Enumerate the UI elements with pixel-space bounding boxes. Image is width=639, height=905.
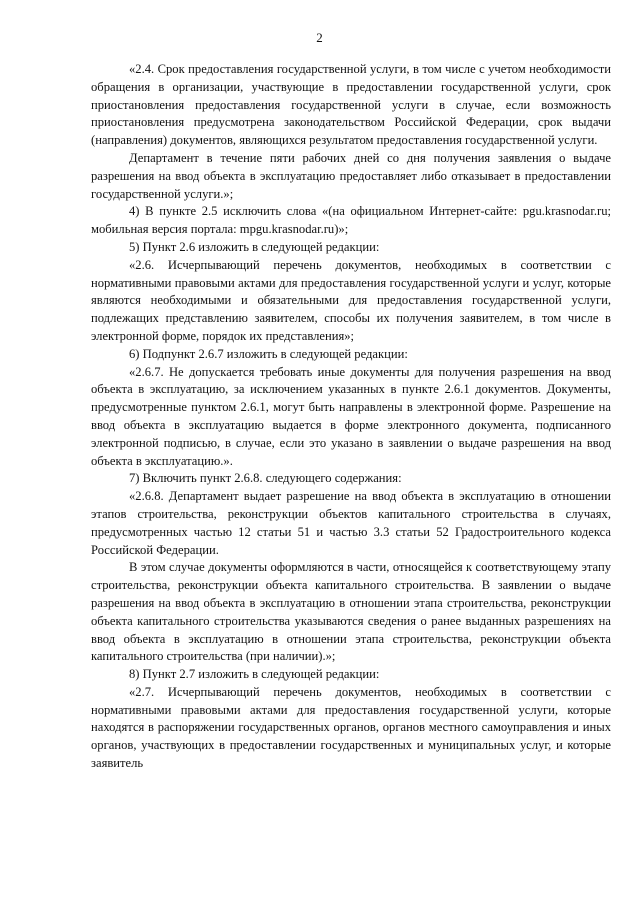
document-body [91,61,611,773]
paragraph-item-4: 4) В пункте 2.5 исключить слова «(на официальном Интернет-сайте: pgu.krasnodar.ru; мобильная версия портала: mpgu.krasnodar.ru)»; [91,204,611,237]
paragraph-2-6-7: «2.6.7. Не допускается требовать иные документы для получения разрешения на ввод объекта в эксплуатацию, за исключением указанных в пункте 2.6.1 документов. Документы, предусмотренные пунктом 2.6.1, могут быть направлены в электронной форме. Разрешение на ввод объекта в эксплуатацию выдается в форме электронного документа, подписанного электронной подписью, в случае, если это указано в заявлении о выдаче разрешения на ввод объекта в эксплуатацию.». [91,364,611,468]
paragraph-item-8: 8) Пункт 2.7 изложить в следующей редакции: [129,667,380,682]
paragraph-2-7: «2.7. Исчерпывающий перечень документов, необходимых в соответствии с нормативными правовыми актами для предоставления государственной услуги, которые находятся в распоряжении государственных органов, органов местного самоуправления и иных органов, участвующих в предоставлении государственных и муниципальных услуг, и которые заявитель [91,684,611,771]
paragraph-2-6: «2.6. Исчерпывающий перечень документов, необходимых в соответствии с нормативными правовыми актами для предоставления государственной услуги и услуг, которые являются необходимыми и обязательными для предоставления государственной услуги, подлежащих представлению заявителем, способы их получения заявителем, в том числе в электронной форме, порядок их представления»; [91,257,611,343]
paragraph-2-6-8: «2.6.8. Департамент выдает разрешение на ввод объекта в эксплуатацию в отношении этапов строительства, реконструкции объектов капитального строительства в случаях, предусмотренных частью 12 статьи 51 и частью 3.3 статьи 52 Градостроительного кодекса Российской Федерации. [91,489,611,557]
page-number: 2 [316,30,323,45]
paragraph-stage-documents: В этом случае документы оформляются в части, относящейся к соответствующему этапу строительства, реконструкции объекта капитального строительства. В заявлении о выдаче разрешения на ввод объекта в эксплуатацию в отношении этапа строительства, реконструкции объекта капитального строительства указываются сведения о ранее выданных разрешениях на ввод объекта в эксплуатацию в отношении этапа строительства, реконструкции объекта капитального строительства (при наличии).»; [91,560,611,664]
paragraph-item-7: 7) Включить пункт 2.6.8. следующего содержания: [129,471,402,486]
paragraph-2-4: «2.4. Срок предоставления государственной услуги, в том числе с учетом необходимости обращения в организации, участвующие в предоставлении государственной услуги, срок приостановления предоставления государственной услуги в случае, если возможность приостановления предусмотрена законодательством Российской Федерации, срок выдачи (направления) документов, являющихся результатом предоставления государственной услуги. [91,62,611,148]
paragraph-department-term: Департамент в течение пяти рабочих дней со дня получения заявления о выдаче разрешения на ввод объекта в эксплуатацию предоставляет либо отказывает в предоставлении государственной услуги.»; [91,150,611,201]
paragraph-item-6: 6) Подпункт 2.6.7 изложить в следующей редакции: [129,346,408,361]
paragraph-item-5: 5) Пункт 2.6 изложить в следующей редакции: [129,239,380,254]
